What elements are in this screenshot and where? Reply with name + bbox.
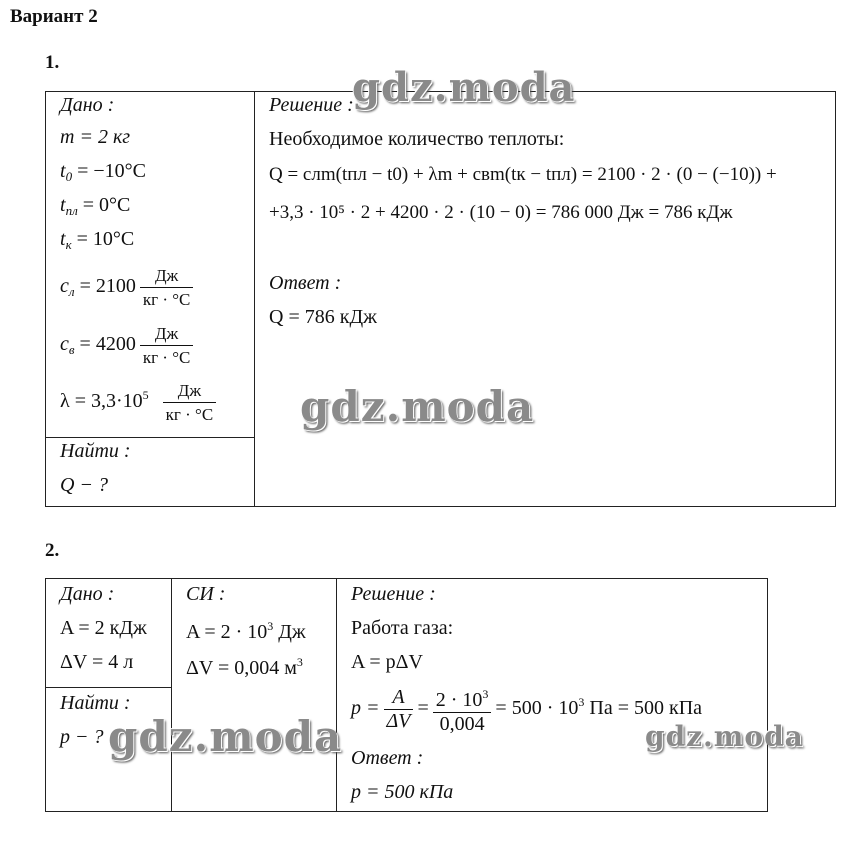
p1-solution-cell bbox=[255, 92, 836, 507]
p1-given-lambda: $\lambda = 3,3\cdot 10^5$ $\frac{Дж}{кг \cdot ^\circ C}$ bbox=[60, 379, 220, 426]
problem-1-table bbox=[45, 91, 836, 507]
p2-formula-A: A = pΔV bbox=[351, 651, 423, 673]
p2-solution-intro: Работа газа: bbox=[351, 617, 454, 639]
p1-solution-intro: Необходимое количество теплоты: bbox=[269, 128, 565, 150]
p2-solution-label: Решение : bbox=[351, 583, 436, 605]
p1-given-t0: $t_0 = -10^\circ C$ bbox=[60, 160, 146, 184]
p2-answer: p = 500 кПа bbox=[351, 781, 454, 803]
problem-2-number: 2. bbox=[45, 540, 60, 561]
p1-given-tk: $t_к = 10^\circ C$ bbox=[60, 228, 135, 252]
p2-si-label: СИ : bbox=[186, 583, 226, 605]
p2-formula-p: p = $\frac{A}{\Delta V}$ = $\frac{2 \cdot 10^3}{0,004}$ = $500 \cdot 10^3$ Па = 500 кПа bbox=[351, 683, 702, 736]
page-title: Вариант 2 bbox=[10, 6, 98, 27]
watermark-top: gdz.moda bbox=[352, 64, 576, 111]
p1-find-label: Найти : bbox=[60, 440, 131, 462]
problem-2-table bbox=[45, 578, 768, 812]
p2-find-label: Найти : bbox=[60, 692, 131, 714]
p2-given-label: Дано : bbox=[60, 583, 115, 605]
p2-given-A: A = 2 кДж bbox=[60, 617, 147, 639]
p1-given-cv: $c_в = 4200$ $\frac{Дж}{кг \cdot ^\circ C}$ bbox=[60, 322, 197, 369]
watermark-bottom-left: gdz.moda bbox=[108, 712, 343, 761]
p1-answer: Q = 786 кДж bbox=[269, 306, 377, 328]
p1-given-cl: $c_л = 2100$ $\frac{Дж}{кг \cdot ^\circ C}$ bbox=[60, 264, 197, 311]
p2-si-A: $A = 2 \cdot 10^3$ Дж bbox=[186, 619, 306, 643]
watermark-middle: gdz.moda bbox=[300, 382, 535, 431]
p2-find: p − ? bbox=[60, 726, 104, 748]
p2-solution-cell bbox=[337, 579, 768, 812]
p1-given-label: Дано : bbox=[60, 94, 115, 116]
p1-answer-label: Ответ : bbox=[269, 272, 342, 294]
p1-given-cell bbox=[46, 92, 255, 438]
p1-formula-line-1: Q = cлm(tпл − t0) + λm + cвm(tк − tпл) = 2100 · 2 · (0 − (−10)) + bbox=[269, 164, 777, 185]
p2-answer-label: Ответ : bbox=[351, 747, 424, 769]
watermark-bottom-right: gdz.moda bbox=[645, 720, 804, 753]
p2-given-dV: ΔV = 4 л bbox=[60, 651, 134, 673]
p1-given-m: m = 2 кг bbox=[60, 126, 131, 148]
p2-si-cell bbox=[172, 579, 337, 812]
p1-find: Q − ? bbox=[60, 474, 108, 496]
p2-given-cell bbox=[46, 579, 172, 688]
p1-find-cell bbox=[46, 438, 255, 507]
p1-given-tpl: $t_{пл} = 0^\circ C$ bbox=[60, 194, 131, 218]
p1-formula-line-2: +3,3 · 10⁵ · 2 + 4200 · 2 · (10 − 0) = 786 000 Дж = 786 кДж bbox=[269, 202, 733, 223]
p1-solution-label: Решение : bbox=[269, 94, 354, 116]
problem-1-number: 1. bbox=[45, 52, 60, 73]
p2-si-dV: ΔV = 0,004 $м^3$ bbox=[186, 655, 303, 679]
